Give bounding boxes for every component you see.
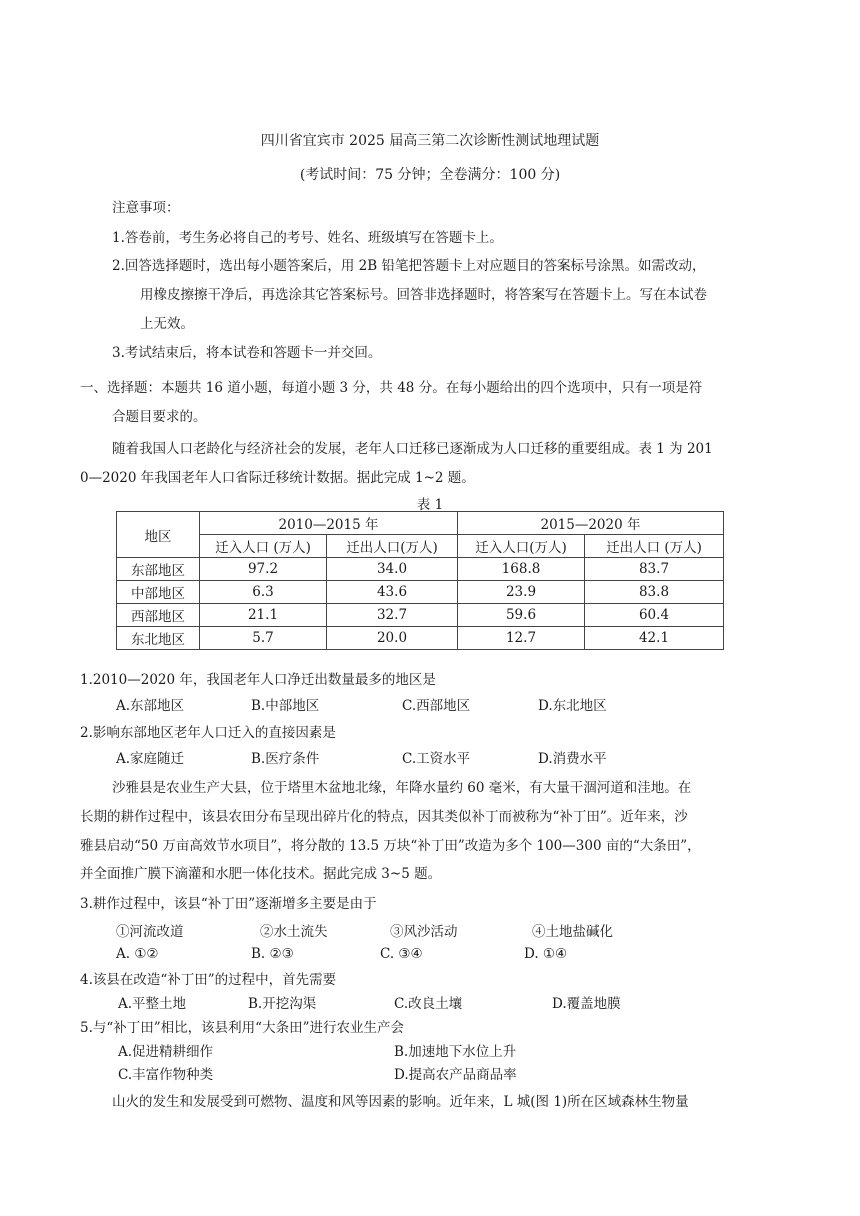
- q2-option-c[interactable]: C.工资水平: [402, 751, 471, 767]
- q3-statement-4: ④土地盐碱化: [532, 924, 613, 940]
- passage-2-line-3: 雅县启动“50 万亩高效节水项目”，将分散的 13.5 万块“补丁田”改造为多个 100—300 亩的“大条田”，: [80, 838, 701, 854]
- q2-option-a[interactable]: A.家庭随迁: [116, 751, 185, 767]
- passage-1-line-1: 随着我国人口老龄化与经济社会的发展，老年人口迁移已逐渐成为人口迁移的重要组成。表 1 为 201: [112, 441, 713, 457]
- q5-option-c[interactable]: C.丰富作物种类: [118, 1067, 214, 1083]
- q4-option-a[interactable]: A.平整土地: [118, 996, 187, 1012]
- passage-2-line-1: 沙雅县是农业生产大县，位于塔里木盆地北缘，年降水量约 60 毫米，有大量干涸河道和洼地。在: [112, 780, 692, 796]
- notice-item-1: 1.答卷前，考生务必将自己的考号、姓名、班级填写在答题卡上。: [112, 230, 503, 246]
- q3-statement-3: ③风沙活动: [390, 924, 458, 940]
- value-cell: 97.2: [200, 558, 327, 581]
- col-out-1: 迁出人口(万人): [327, 535, 458, 558]
- q5-option-d[interactable]: D.提高农产品商品率: [394, 1067, 517, 1083]
- q3-statement-1: ①河流改道: [116, 924, 184, 940]
- passage-1-line-2: 0—2020 年我国老年人口省际迁移统计数据。据此完成 1~2 题。: [80, 470, 475, 486]
- period-1-header: 2010—2015 年: [200, 512, 458, 535]
- q3-option-c[interactable]: C. ③④: [380, 946, 423, 962]
- notice-item-2-end: 上无效。: [140, 316, 194, 332]
- col-in-2: 迁入人口(万人): [458, 535, 585, 558]
- page-title: 四川省宜宾市 2025 届高三第二次诊断性测试地理试题: [260, 133, 600, 149]
- section-heading: 一、选择题：本题共 16 道小题，每道小题 3 分，共 48 分。在每小题给出的四个选项中，只有一项是符: [80, 380, 703, 396]
- col-in-1: 迁入人口 (万人): [200, 535, 327, 558]
- q4-option-d[interactable]: D.覆盖地膜: [552, 996, 621, 1012]
- q2-option-d[interactable]: D.消费水平: [538, 751, 607, 767]
- table-row: [117, 604, 724, 627]
- value-cell: 43.6: [327, 581, 458, 604]
- value-cell: 5.7: [200, 627, 327, 650]
- question-2-stem: 2.影响东部地区老年人口迁入的直接因素是: [80, 725, 336, 741]
- region-header: 地区: [117, 512, 200, 558]
- value-cell: 83.8: [585, 581, 724, 604]
- q1-option-a[interactable]: A.东部地区: [116, 698, 185, 714]
- value-cell: 6.3: [200, 581, 327, 604]
- passage-3-line-1: 山火的发生和发展受到可燃物、温度和风等因素的影响。近年来，L 城(图 1)所在区域森林生物量: [112, 1094, 689, 1110]
- q4-option-b[interactable]: B.开挖沟渠: [248, 996, 317, 1012]
- value-cell: 23.9: [458, 581, 585, 604]
- table-caption: 表 1: [416, 497, 444, 513]
- value-cell: 12.7: [458, 627, 585, 650]
- period-2-header: 2015—2020 年: [458, 512, 724, 535]
- value-cell: 168.8: [458, 558, 585, 581]
- value-cell: 60.4: [585, 604, 724, 627]
- value-cell: 59.6: [458, 604, 585, 627]
- region-cell: 中部地区: [117, 581, 200, 604]
- value-cell: 20.0: [327, 627, 458, 650]
- notice-item-3: 3.考试结束后，将本试卷和答题卡一并交回。: [112, 345, 382, 361]
- migration-table: [116, 511, 724, 650]
- q2-option-b[interactable]: B.医疗条件: [251, 751, 320, 767]
- table-row: [117, 558, 724, 581]
- question-3-stem: 3.耕作过程中，该县“补丁田”逐渐增多主要是由于: [80, 896, 377, 912]
- table-row: [117, 627, 724, 650]
- value-cell: 21.1: [200, 604, 327, 627]
- q3-option-d[interactable]: D. ①④: [524, 946, 568, 962]
- col-out-2: 迁出人口 (万人): [585, 535, 724, 558]
- region-cell: 东部地区: [117, 558, 200, 581]
- question-4-stem: 4.该县在改造“补丁田”的过程中，首先需要: [80, 972, 337, 988]
- q4-option-c[interactable]: C.改良土壤: [394, 996, 463, 1012]
- value-cell: 42.1: [585, 627, 724, 650]
- table-row: [117, 581, 724, 604]
- question-5-stem: 5.与“补丁田”相比，该县利用“大条田”进行农业生产会: [80, 1020, 404, 1036]
- passage-2-line-2: 长期的耕作过程中，该县农田分布呈现出碎片化的特点，因其类似补丁而被称为“补丁田”。近年来，沙: [80, 809, 688, 825]
- passage-2-line-4: 并全面推广膜下滴灌和水肥一体化技术。据此完成 3~5 题。: [80, 866, 442, 882]
- section-heading-cont: 合题目要求的。: [112, 409, 207, 425]
- q1-option-b[interactable]: B.中部地区: [251, 698, 320, 714]
- q5-option-a[interactable]: A.促进精耕细作: [118, 1044, 214, 1060]
- value-cell: 34.0: [327, 558, 458, 581]
- value-cell: 83.7: [585, 558, 724, 581]
- q1-option-c[interactable]: C.西部地区: [402, 698, 471, 714]
- notice-item-2-cont: 用橡皮擦擦干净后，再选涂其它答案标号。回答非选择题时，将答案写在答题卡上。写在本试卷: [140, 287, 707, 303]
- notice-item-2: 2.回答选择题时，选出每小题答案后，用 2B 铅笔把答题卡上对应题目的答案标号涂黑。如需改动，: [112, 258, 706, 274]
- q5-option-b[interactable]: B.加速地下水位上升: [394, 1044, 517, 1060]
- q1-option-d[interactable]: D.东北地区: [538, 698, 607, 714]
- question-1-stem: 1.2010—2020 年，我国老年人口净迁出数量最多的地区是: [80, 672, 436, 688]
- notice-heading: 注意事项：: [112, 200, 180, 216]
- region-cell: 西部地区: [117, 604, 200, 627]
- value-cell: 32.7: [327, 604, 458, 627]
- q3-statement-2: ②水土流失: [260, 924, 328, 940]
- q3-option-a[interactable]: A. ①②: [116, 946, 159, 962]
- q3-option-b[interactable]: B. ②③: [251, 946, 294, 962]
- exam-info: (考试时间：75 分钟；全卷满分：100 分): [299, 167, 561, 183]
- region-cell: 东北地区: [117, 627, 200, 650]
